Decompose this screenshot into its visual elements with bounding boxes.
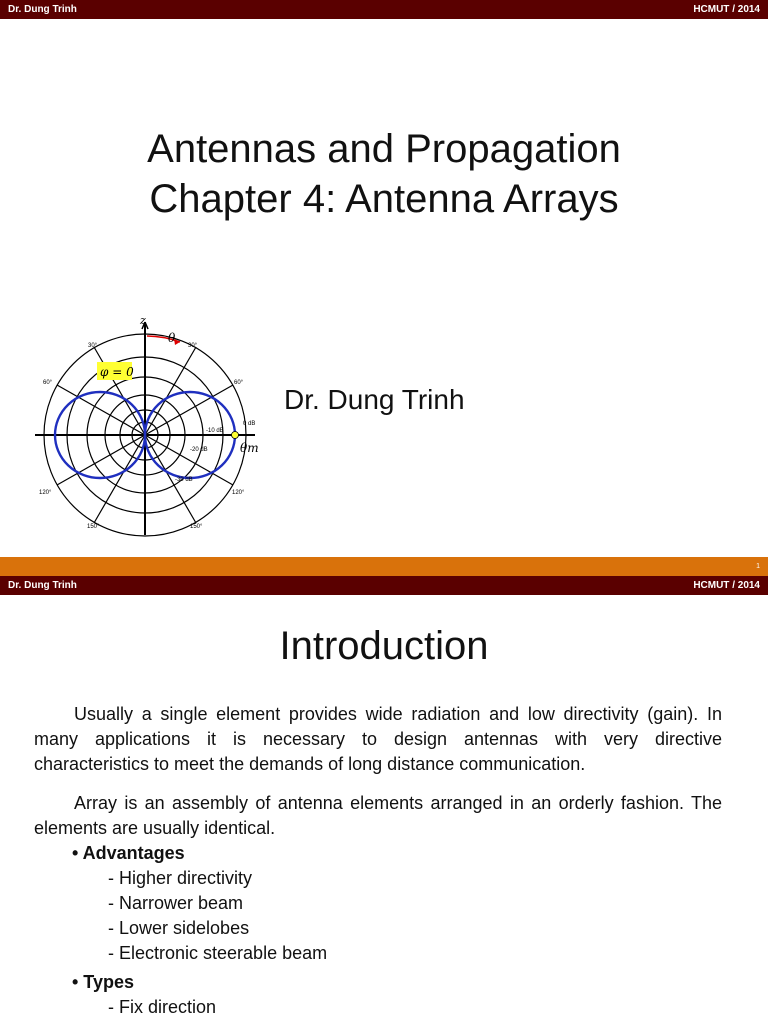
header-bar [0,0,768,19]
angle-label: 150° [87,524,100,530]
db-label: -10 dB [206,428,224,434]
header-institution: HCMUT / 2014 [693,580,760,591]
angle-label: 120° [232,490,245,496]
title-line-2: Chapter 4: Antenna Arrays [149,177,619,221]
max-point-marker [232,432,239,439]
db-label: 0 dB [243,421,256,427]
page-number: 1 [756,563,760,570]
angle-label: 30° [88,343,98,349]
slide-body [34,702,722,1020]
paragraph-1: Usually a single element provides wide radiation and low directivity (gain). In many applications it is necessary to design antennas with very directive characteristics to meet the demands of long distance communication. [34,704,722,774]
header-bar [0,576,768,595]
author-name: Dr. Dung Trinh [284,384,465,415]
theta-m-label: θm [240,441,259,455]
angle-label: 120° [39,490,52,496]
slide-title: Introduction [279,624,489,668]
slide-title [0,124,768,224]
header-institution: HCMUT / 2014 [693,4,760,15]
angle-label: 30° [188,343,198,349]
advantage-item: - Higher directivity [108,868,253,888]
footer-bar [0,557,768,576]
advantage-item: - Narrower beam [108,893,244,913]
angle-label: 60° [234,380,244,386]
z-axis-label: z [140,314,146,327]
db-label: -30 dB [175,477,193,483]
advantages-heading: • Advantages [72,843,185,863]
advantage-item: - Electronic steerable beam [108,943,328,963]
introduction-slide [0,576,768,1024]
angle-label: 60° [43,380,53,386]
header-author: Dr. Dung Trinh [8,4,77,15]
header-author: Dr. Dung Trinh [8,580,77,591]
types-heading: • Types [72,972,134,992]
type-item: - Fix direction [108,997,217,1017]
theta-label: θ [168,331,176,345]
title-line-1: Antennas and Propagation [147,127,621,171]
radiation-pattern-figure [30,310,270,540]
advantage-item: - Lower sidelobes [108,918,250,938]
db-label: -20 dB [190,447,208,453]
phi-label: φ = 0 [100,365,134,379]
paragraph-2: Array is an assembly of antenna elements arranged in an orderly fashion. The elements are usually identical. [34,793,722,838]
angle-label: 150° [190,524,203,530]
